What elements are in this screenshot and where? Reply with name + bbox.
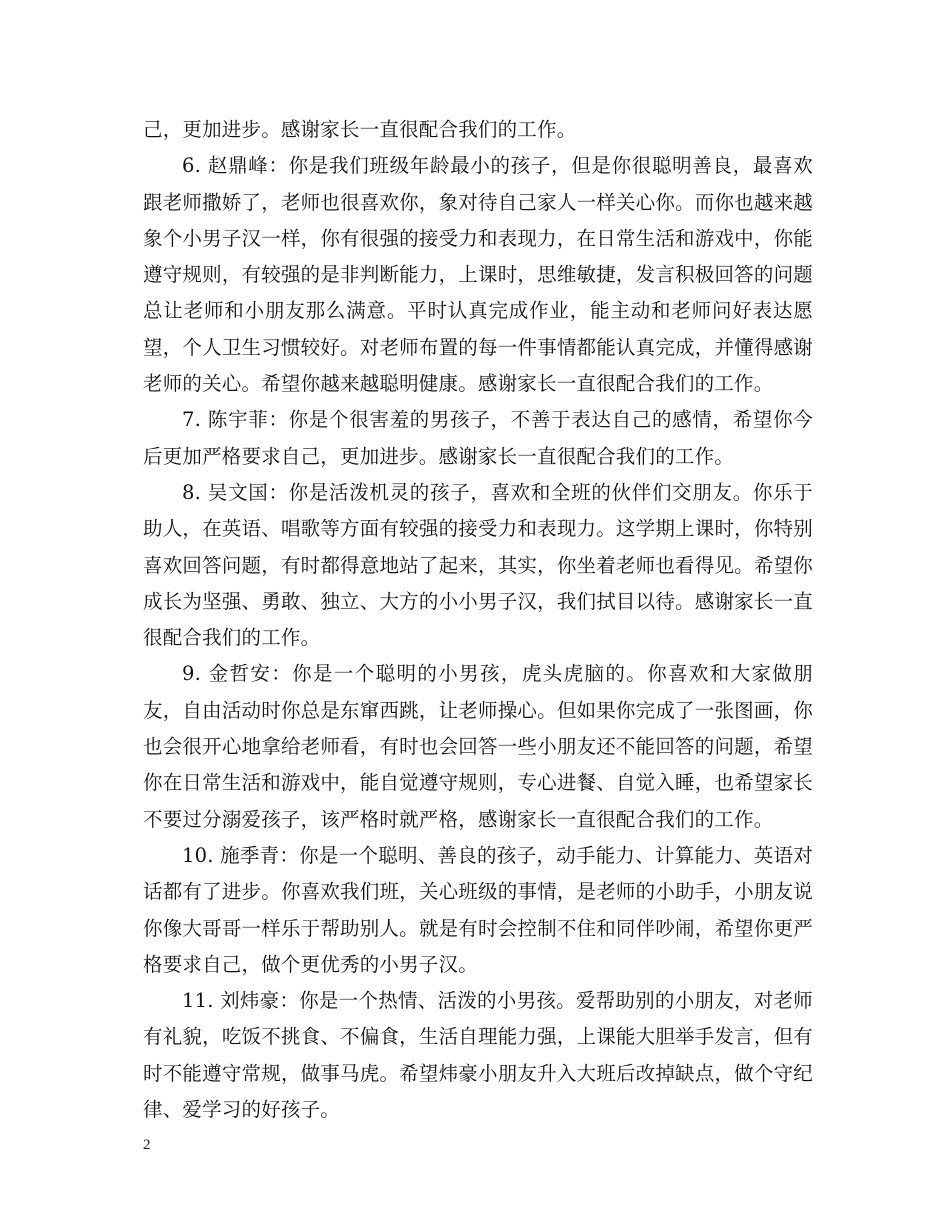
paragraph-item-9: 9. 金哲安：你是一个聪明的小男孩，虎头虎脑的。你喜欢和大家做朋友，自由活动时你总是东窜西跳，让老师操心。但如果你完成了一张图画，你也会很开心地拿给老师看，有时也会回答一些小朋友还不能回答的问题，希望你在日常生活和游戏中，能自觉遵守规则，专心进餐、自觉入睡，也希望家长不要过分溺爱孩子，该严格时就严格，感谢家长一直很配合我们的工作。 (143, 662, 813, 831)
page-number: 2 (143, 1137, 151, 1153)
paragraph-item-10: 10. 施季青：你是一个聪明、善良的孩子，动手能力、计算能力、英语对话都有了进步。你喜欢我们班，关心班级的事情，是老师的小助手，小朋友说你像大哥哥一样乐于帮助别人。就是有时会控制不住和同伴吵闹，希望你更严格要求自己，做个更优秀的小男子汉。 (143, 843, 813, 976)
paragraph-item-8: 8. 吴文国：你是活泼机灵的孩子，喜欢和全班的伙伴们交朋友。你乐于助人，在英语、唱歌等方面有较强的接受力和表现力。这学期上课时，你特别喜欢回答问题，有时都得意地站了起来，其实，你坐着老师也看得见。希望你成长为坚强、勇敢、独立、大方的小小男子汉，我们拭目以待。感谢家长一直很配合我们的工作。 (143, 480, 813, 650)
paragraph-item-6: 6. 赵鼎峰：你是我们班级年龄最小的孩子，但是你很聪明善良，最喜欢跟老师撒娇了，老师也很喜欢你，象对待自己家人一样关心你。而你也越来越象个小男子汉一样，你有很强的接受力和表现力，在日常生活和游戏中，你能遵守规则，有较强的是非判断能力，上课时，思维敏捷，发言积极回答的问题总让老师和小朋友那么满意。平时认真完成作业，能主动和老师问好表达愿望，个人卫生习惯较好。对老师布置的每一件事情都能认真完成，并懂得感谢老师的关心。希望你越来越聪明健康。感谢家长一直很配合我们的工作。 (143, 154, 813, 396)
paragraph-item-11: 11. 刘炜豪：你是一个热情、活泼的小男孩。爱帮助别的小朋友，对老师有礼貌，吃饭不挑食、不偏食，生活自理能力强，上课能大胆举手发言，但有时不能遵守常规，做事马虎。希望炜豪小朋友升入大班后改掉缺点，做个守纪律、爱学习的好孩子。 (143, 989, 813, 1122)
paragraph-item-7: 7. 陈宇菲：你是个很害羞的男孩子，不善于表达自己的感情，希望你今后更加严格要求自己，更加进步。感谢家长一直很配合我们的工作。 (143, 408, 813, 468)
document-body (143, 112, 813, 1128)
paragraph-continuation: 己，更加进步。感谢家长一直很配合我们的工作。 (143, 118, 577, 141)
